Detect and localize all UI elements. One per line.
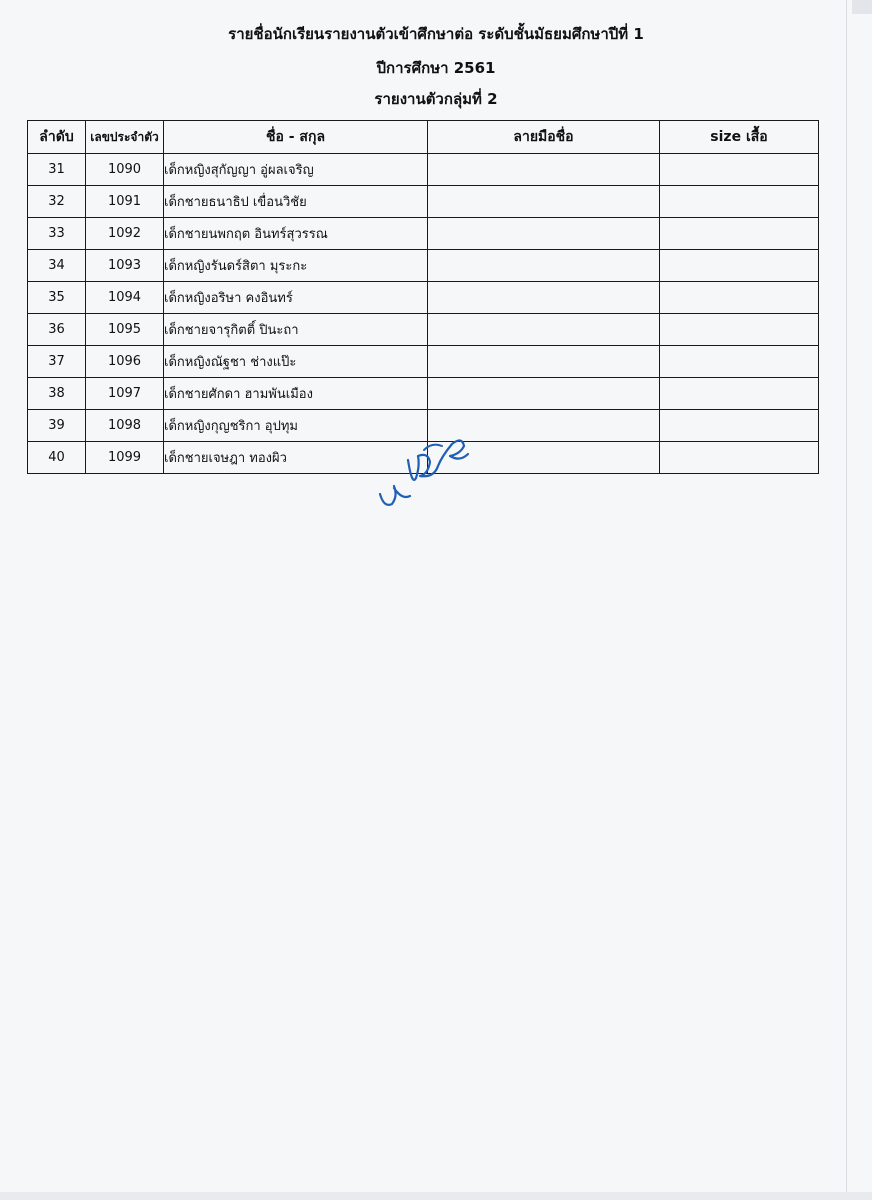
cell-no: 31 [28, 154, 86, 186]
cell-size [660, 250, 819, 282]
group-label: รายงานตัวกลุ่มที่ 2 [374, 90, 498, 108]
table-row [28, 250, 819, 282]
cell-id: 1091 [86, 186, 164, 218]
cell-signature [428, 282, 660, 314]
cell-id: 1097 [86, 378, 164, 410]
handwritten-signature-mark [372, 416, 472, 516]
cell-name: เด็กชายจารุกิตติ์ ปินะถา [164, 314, 428, 346]
cell-no: 34 [28, 250, 86, 282]
cell-id: 1090 [86, 154, 164, 186]
col-header-name: ชื่อ - สกุล [164, 121, 428, 154]
cell-name: เด็กชายศักดา ฮามพันเมือง [164, 378, 428, 410]
cell-no: 38 [28, 378, 86, 410]
cell-size [660, 218, 819, 250]
academic-year: ปีการศึกษา 2561 [376, 59, 496, 77]
cell-no: 40 [28, 442, 86, 474]
cell-id: 1093 [86, 250, 164, 282]
col-header-size: size เสื้อ [660, 121, 819, 154]
cell-id: 1098 [86, 410, 164, 442]
cell-name: เด็กหญิงรันดร์สิตา มุระกะ [164, 250, 428, 282]
cell-name: เด็กชายนพกฤต อินทร์สุวรรณ [164, 218, 428, 250]
cell-name: เด็กชายเจษฎา ทองผิว [164, 442, 428, 474]
cell-id: 1099 [86, 442, 164, 474]
cell-no: 36 [28, 314, 86, 346]
table-row [28, 314, 819, 346]
table-row [28, 218, 819, 250]
cell-signature [428, 346, 660, 378]
cell-name: เด็กชายธนาธิป เขื่อนวิชัย [164, 186, 428, 218]
cell-no: 33 [28, 218, 86, 250]
table-header-row [28, 121, 819, 154]
col-header-no: ลำดับ [28, 121, 86, 154]
table-row [28, 154, 819, 186]
col-header-id: เลขประจำตัว [86, 121, 164, 154]
cell-no: 32 [28, 186, 86, 218]
cell-signature [428, 154, 660, 186]
scan-edge-right [846, 0, 847, 1200]
cell-signature [428, 314, 660, 346]
col-header-signature: ลายมือชื่อ [428, 121, 660, 154]
cell-signature [428, 218, 660, 250]
cell-no: 37 [28, 346, 86, 378]
cell-name: เด็กหญิงกุญชริกา อุปทุม [164, 410, 428, 442]
cell-size [660, 346, 819, 378]
cell-name: เด็กหญิงสุกัญญา อู่ผลเจริญ [164, 154, 428, 186]
scan-edge-bottom [0, 1192, 872, 1200]
cell-name: เด็กหญิงอริษา คงอินทร์ [164, 282, 428, 314]
cell-id: 1092 [86, 218, 164, 250]
cell-size [660, 186, 819, 218]
cell-signature [428, 250, 660, 282]
cell-size [660, 378, 819, 410]
cell-no: 39 [28, 410, 86, 442]
table-row [28, 282, 819, 314]
cell-size [660, 442, 819, 474]
cell-id: 1096 [86, 346, 164, 378]
cell-signature [428, 186, 660, 218]
cell-signature [428, 378, 660, 410]
cell-size [660, 410, 819, 442]
cell-size [660, 314, 819, 346]
cell-name: เด็กหญิงณัฐชา ช่างแป๊ะ [164, 346, 428, 378]
table-row [28, 186, 819, 218]
cell-id: 1094 [86, 282, 164, 314]
cell-size [660, 154, 819, 186]
table-row [28, 346, 819, 378]
document-title: รายชื่อนักเรียนรายงานตัวเข้าศึกษาต่อ ระดับชั้นมัธยมศึกษาปีที่ 1 [228, 25, 644, 43]
table-row [28, 378, 819, 410]
scan-edge-top [852, 0, 872, 14]
cell-id: 1095 [86, 314, 164, 346]
cell-no: 35 [28, 282, 86, 314]
cell-size [660, 282, 819, 314]
